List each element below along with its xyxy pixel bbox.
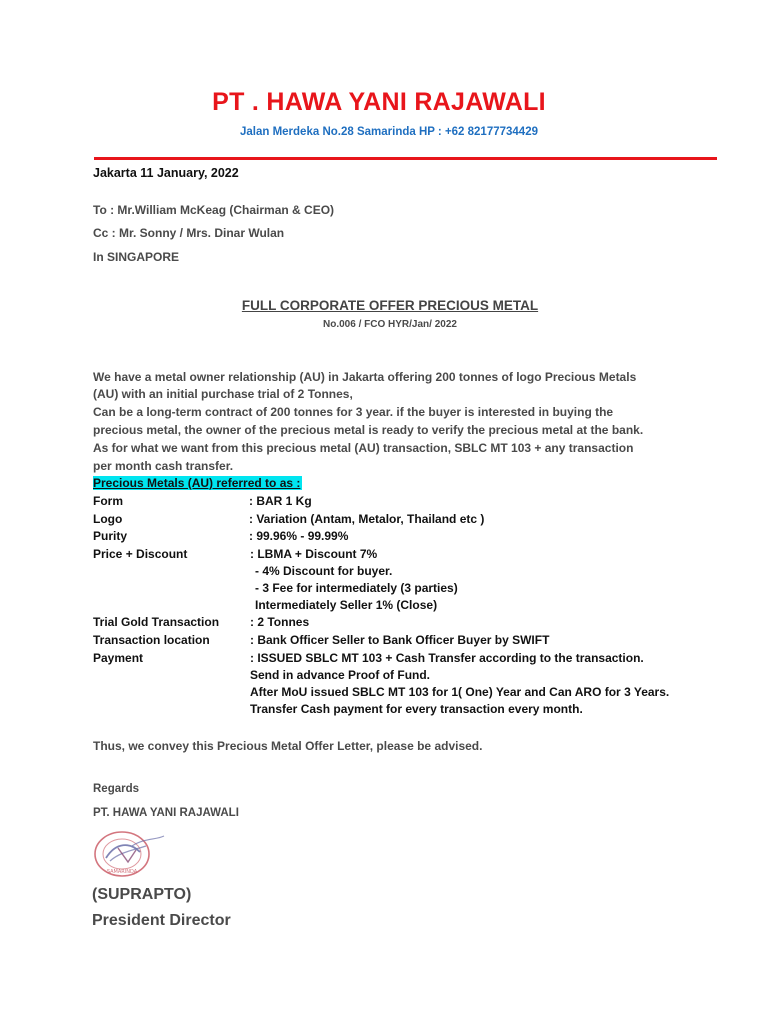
spec-label-logo: Logo [93,512,123,526]
spec-label-form: Form [93,494,123,508]
body-line: Can be a long-term contract of 200 tonnes for 3 year. if the buyer is interested in buying the [93,405,614,419]
spec-value-form: : BAR 1 Kg [249,494,312,508]
spec-value-payment-line: Transfer Cash payment for every transaction every month. [250,702,583,716]
letterhead-divider [94,157,717,160]
spec-label-purity: Purity [93,529,128,543]
company-address: Jalan Merdeka No.28 Samarinda HP : +62 82177734429 [239,126,538,138]
body-line: (AU) with an initial purchase trial of 2 Tonnes, [93,387,353,401]
spec-value-trial: : 2 Tonnes [250,615,310,629]
spec-value-price-line: - 3 Fee for intermediately (3 parties) [255,581,458,595]
spec-value-price-line: Intermediately Seller 1% (Close) [255,598,438,612]
signer-title: President Director [92,912,231,929]
spec-label-price: Price + Discount [93,547,188,561]
body-line: As for what we want from this precious metal (AU) transaction, SBLC MT 103 + any transaction [93,441,634,455]
spec-label-trial: Trial Gold Transaction [93,615,220,629]
spec-value-payment: : ISSUED SBLC MT 103 + Cash Transfer according to the transaction. [250,651,644,665]
spec-value-location: : Bank Officer Seller to Bank Officer Buyer by SWIFT [250,633,550,647]
signer-name: (SUPRAPTO) [92,886,192,903]
closing-statement: Thus, we convey this Precious Metal Offer Letter, please be advised. [93,739,483,753]
spec-value-purity: : 99.96% - 99.99% [249,529,349,543]
offer-title: FULL CORPORATE OFFER PRECIOUS METAL [241,298,539,313]
spec-label-payment: Payment [93,651,144,665]
company-seal-stamp [88,828,166,880]
regards: Regards [93,783,140,795]
recipient-location: In SINGAPORE [93,250,180,264]
spec-heading: Precious Metals (AU) referred to as : [93,476,301,490]
spec-value-payment-line: After MoU issued SBLC MT 103 for 1( One) Year and Can ARO for 3 Years. [250,685,670,699]
offer-number: No.006 / FCO HYR/Jan/ 2022 [323,319,457,330]
body-line: per month cash transfer. [93,459,234,473]
spec-value-payment-line: Send in advance Proof of Fund. [250,668,431,682]
letter-date: Jakarta 11 January, 2022 [93,166,239,180]
svg-text:SAMARINDA: SAMARINDA [106,869,138,875]
recipient-to: To : Mr.William McKeag (Chairman & CEO) [93,203,335,217]
spec-label-location: Transaction location [93,633,210,647]
signature-company: PT. HAWA YANI RAJAWALI [93,807,239,819]
recipient-cc: Cc : Mr. Sonny / Mrs. Dinar Wulan [93,226,285,240]
spec-value-price: : LBMA + Discount 7% [250,547,378,561]
body-line: precious metal, the owner of the precious metal is ready to verify the precious metal at the bank. [93,423,644,437]
spec-value-price-line: - 4% Discount for buyer. [255,564,393,578]
company-name: PT . HAWA YANI RAJAWALI [212,88,546,116]
spec-value-logo: : Variation (Antam, Metalor, Thailand etc ) [249,512,485,526]
body-line: We have a metal owner relationship (AU) in Jakarta offering 200 tonnes of logo Precious Metals [93,370,637,384]
